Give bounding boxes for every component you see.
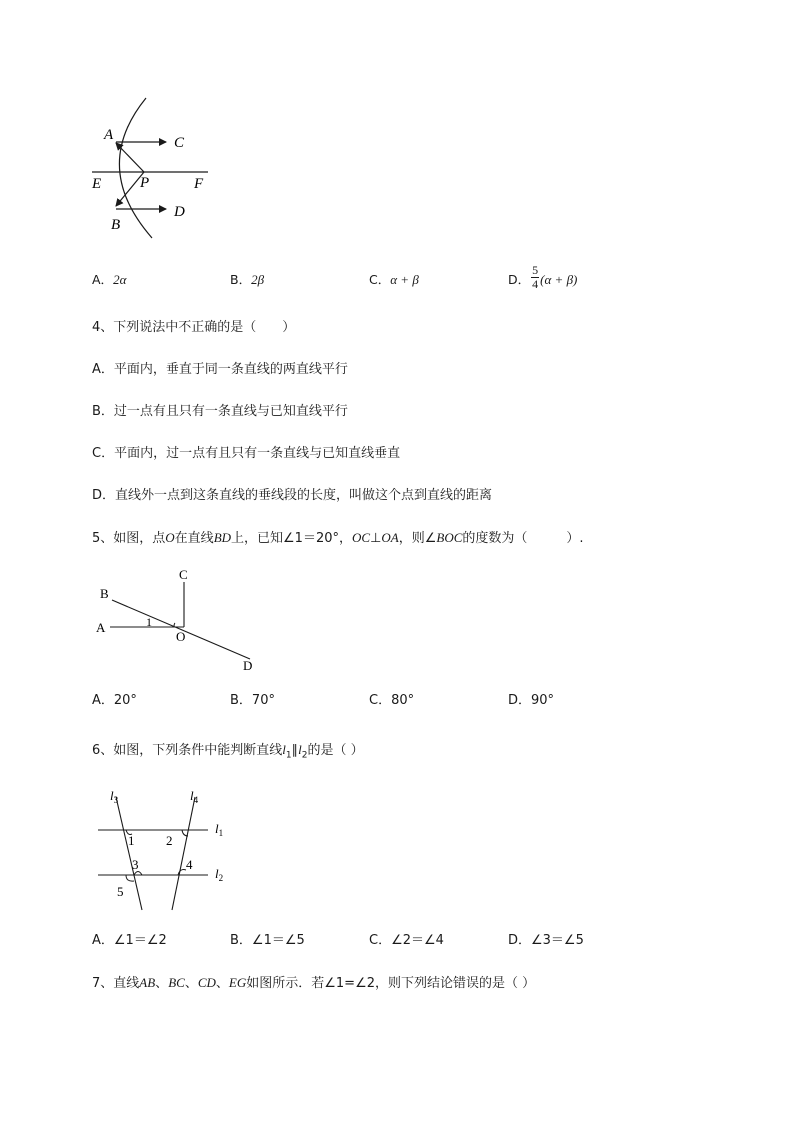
label-A: A	[104, 127, 114, 143]
q3-option-a-expr: 2α	[113, 272, 127, 287]
q5-stem-var: BD	[213, 530, 232, 545]
q3-option-b-prefix: B．	[230, 272, 252, 287]
q6-option-a[interactable]: A．∠1＝∠2	[92, 933, 167, 948]
q5-stem-part: 5、如图，点	[92, 531, 166, 546]
q5-stem-var: OC	[352, 530, 371, 545]
q5-option-d[interactable]: D．90°	[508, 693, 555, 708]
q3-option-b[interactable]	[230, 272, 264, 289]
q5-stem	[92, 530, 584, 547]
q3-option-c-expr: α + β	[390, 272, 419, 287]
q5-stem-var: OA	[381, 530, 399, 545]
q4-option-a[interactable]: A．平面内，垂直于同一条直线的两直线平行	[92, 362, 348, 377]
q6-stem	[92, 742, 364, 764]
q6-stem-l2: l	[298, 742, 302, 757]
fraction-denominator: 4	[532, 277, 539, 291]
q7-stem-part: 、	[215, 976, 229, 991]
q5-option-a[interactable]: A．20°	[92, 693, 137, 708]
q6-option-c[interactable]: C．∠2＝∠4	[369, 933, 444, 948]
q7-stem-part: 、	[155, 976, 169, 991]
label-angle-3: 3	[132, 857, 139, 872]
mirror-arc	[119, 98, 152, 238]
label-angle-5: 5	[117, 884, 124, 899]
fraction-numerator: 5	[532, 263, 539, 277]
label-l4: $l_4$	[190, 788, 199, 805]
label-D: D	[243, 658, 253, 673]
line-l4	[172, 797, 195, 910]
label-E: E	[92, 176, 102, 192]
q5-stem-part: ，则∠	[398, 531, 437, 546]
label-angle-2: 2	[166, 833, 173, 848]
q5-option-b[interactable]: B．70°	[230, 693, 275, 708]
q7-stem-var: CD	[197, 975, 216, 990]
label-angle-1: 1	[128, 833, 135, 848]
q4-stem: 4、下列说法中不正确的是（ ）	[92, 320, 296, 335]
q6-stem-l2-sub: 2	[301, 750, 308, 761]
q4-option-d[interactable]: D．直线外一点到这条直线的垂线段的长度，叫做这个点到直线的距离	[92, 488, 493, 503]
q5-figure	[90, 564, 270, 676]
q7-stem	[92, 975, 535, 992]
q7-stem-part: 7、直线	[92, 976, 140, 991]
label-C: C	[174, 135, 185, 151]
label-B: B	[111, 217, 121, 233]
label-angle-4: 4	[186, 857, 193, 872]
q3-option-d[interactable]	[508, 264, 577, 296]
q4-option-c[interactable]: C．平面内，过一点有且只有一条直线与已知直线垂直	[92, 446, 401, 461]
q5-stem-part: ⊥	[370, 531, 382, 546]
q7-stem-var: EG	[228, 975, 247, 990]
q3-figure	[80, 92, 230, 242]
q6-option-b[interactable]: B．∠1＝∠5	[230, 933, 305, 948]
q4-option-b[interactable]: B．过一点有且只有一条直线与已知直线平行	[92, 404, 348, 419]
q7-stem-part: 如图所示．若∠1=∠2，则下列结论错误的是（ ）	[246, 976, 536, 991]
q3-option-c[interactable]	[369, 272, 419, 289]
q3-option-a[interactable]	[92, 272, 126, 289]
q3-option-b-expr: 2β	[251, 272, 265, 287]
label-l3: $l_3$	[110, 788, 119, 805]
q3-option-d-fraction	[531, 264, 539, 291]
q6-stem-a: 6、如图，下列条件中能判断直线	[92, 743, 283, 758]
q5-stem-part: 在直线	[174, 531, 214, 546]
label-A: A	[96, 620, 106, 635]
label-angle-1: 1	[146, 615, 152, 629]
label-F: F	[194, 176, 204, 192]
label-O: O	[176, 629, 186, 644]
q7-stem-part: 、	[184, 976, 198, 991]
q6-stem-b: 的是（ ）	[307, 743, 364, 758]
label-D: D	[174, 204, 185, 220]
q3-option-d-expr: (α + β)	[540, 272, 578, 287]
q7-stem-var: BC	[168, 975, 185, 990]
label-C: C	[179, 567, 188, 582]
q6-figure	[90, 782, 250, 917]
q5-stem-part: 的度数为（ ）.	[462, 531, 584, 546]
q5-option-c[interactable]: C．80°	[369, 693, 415, 708]
label-P: P	[140, 175, 150, 191]
angle-arc-5	[126, 875, 134, 881]
label-l1: $l_1$	[215, 821, 224, 838]
q6-stem-parallel: ∥	[291, 743, 299, 758]
q3-option-a-prefix: A．	[92, 272, 114, 287]
q5-stem-part: 上，已知∠1＝20°，	[231, 531, 352, 546]
q3-option-d-prefix: D．	[508, 272, 531, 287]
label-B: B	[100, 586, 109, 601]
q6-stem-l1: l	[282, 742, 286, 757]
q7-stem-var: AB	[139, 975, 156, 990]
q5-stem-var: BOC	[436, 530, 463, 545]
q3-option-c-prefix: C．	[369, 272, 391, 287]
q6-stem-l1-sub: 1	[285, 750, 292, 761]
q5-stem-var: O	[165, 530, 175, 545]
q6-option-d[interactable]: D．∠3＝∠5	[508, 933, 584, 948]
label-l2: $l_2$	[215, 866, 224, 883]
